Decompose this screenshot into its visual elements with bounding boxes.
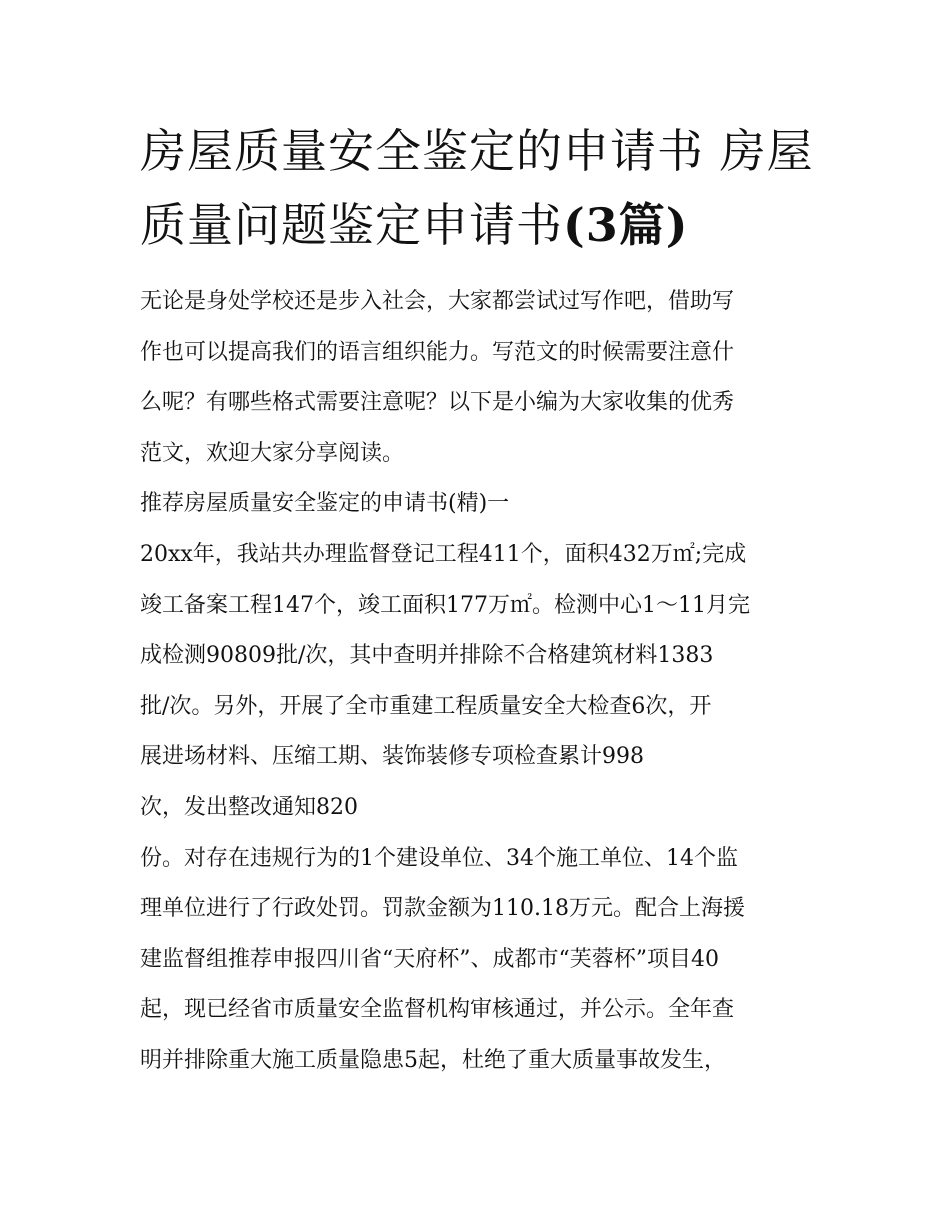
paragraph-line: 范文，欢迎大家分享阅读。 (140, 440, 405, 466)
paragraph-line: 成检测90809批/次，其中查明并排除不合格建筑材料1383 (140, 643, 714, 669)
paragraph-line: 份。对存在违规行为的1个建设单位、34个施工单位、14个监 (140, 845, 738, 871)
paragraph-line: 20xx年，我站共办理监督登记工程411个，面积432万㎡;完成 (140, 541, 747, 567)
paragraph-line: 无论是身处学校还是步入社会，大家都尝试过写作吧，借助写 (140, 289, 735, 314)
paragraph-line: 展进场材料、压缩工期、装饰装修专项检查累计998 (140, 744, 644, 770)
paragraph-line: 起，现已经省市质量安全监督机构审核通过，并公示。全年查 (140, 997, 735, 1023)
paragraph-line: 么呢？有哪些格式需要注意呢？以下是小编为大家收集的优秀 (140, 390, 735, 416)
paragraph-line: 批/次。另外，开展了全市重建工程质量安全大检查6次，开 (140, 693, 712, 719)
paragraph-line: 建监督组推荐申报四川省“天府杯”、成都市“芙蓉杯”项目40 (140, 946, 719, 972)
document-title-main: 房屋质量安全鉴定的申请书 房屋质量问题鉴定申请书 (140, 124, 814, 252)
paragraph-line: 作也可以提高我们的语言组织能力。写范文的时候需要注意什 (140, 339, 735, 365)
section-heading: 推荐房屋质量安全鉴定的申请书(精)一 (140, 491, 510, 517)
paragraph-line: 次，发出整改通知820 (140, 794, 358, 820)
document-body (140, 277, 820, 1087)
paragraph-line: 理单位进行了行政处罚。罚款金额为110.18万元。配合上海援 (140, 896, 745, 922)
paragraph-line: 明并排除重大施工质量隐患5起，杜绝了重大质量事故发生， (140, 1047, 726, 1073)
document-title (140, 114, 820, 262)
document-title-count: (3篇) (563, 198, 689, 252)
paragraph-line: 竣工备案工程147个，竣工面积177万㎡。检测中心1～11月完 (140, 592, 750, 618)
